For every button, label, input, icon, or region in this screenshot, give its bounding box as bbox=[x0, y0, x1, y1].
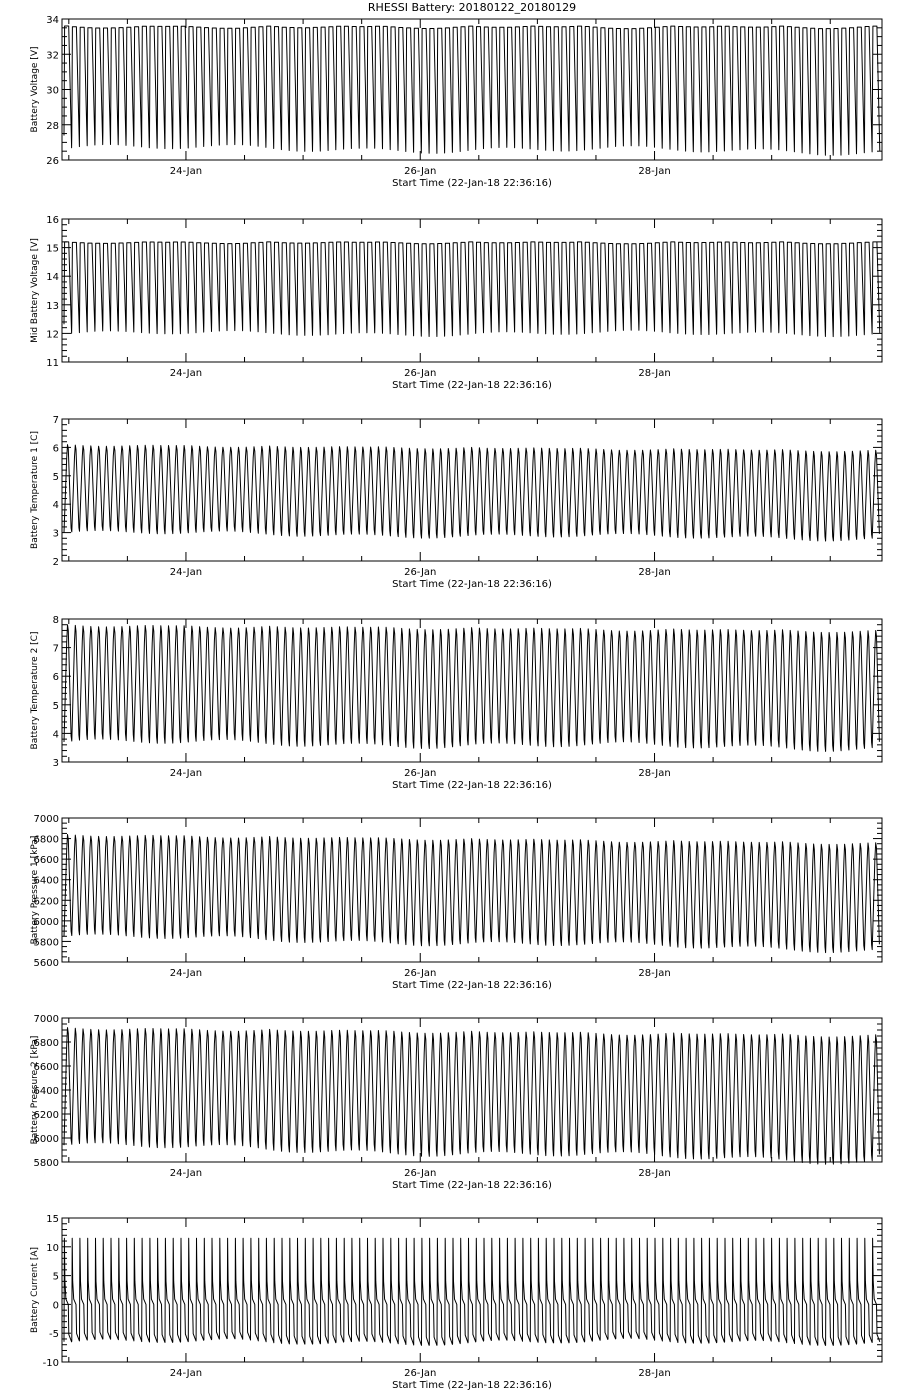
series-line bbox=[64, 1238, 880, 1345]
y-tick-label: 7 bbox=[52, 415, 59, 426]
y-axis-label: Battery Pressure 1 [kPa] bbox=[30, 835, 40, 945]
y-axis-label: Mid Battery Voltage [V] bbox=[30, 238, 40, 343]
y-tick-label: 3 bbox=[52, 758, 59, 769]
y-tick-label: 13 bbox=[46, 300, 59, 312]
y-tick-label: 10 bbox=[46, 1242, 59, 1254]
y-tick-label: 0 bbox=[52, 1300, 59, 1312]
y-tick-label: 6200 bbox=[33, 1110, 59, 1121]
y-axis-label: Battery Pressure 2 [kPa] bbox=[30, 1035, 40, 1145]
y-tick-label: 8 bbox=[52, 615, 59, 626]
y-tick-label: 28 bbox=[46, 120, 59, 132]
x-axis-label: Start Time (22-Jan-18 22:36:16) bbox=[392, 380, 552, 391]
x-tick-label: 24-Jan bbox=[169, 166, 203, 177]
y-tick-label: 11 bbox=[46, 358, 59, 369]
series-line bbox=[64, 26, 880, 155]
x-tick-label: 28-Jan bbox=[638, 368, 671, 379]
y-tick-label: 6800 bbox=[33, 1038, 59, 1049]
series-line bbox=[64, 835, 879, 953]
x-tick-label: 28-Jan bbox=[638, 166, 671, 177]
x-tick-label: 26-Jan bbox=[404, 1168, 437, 1179]
y-tick-label: 7 bbox=[52, 643, 59, 655]
series-line bbox=[64, 1028, 879, 1165]
y-tick-label: 7000 bbox=[33, 1014, 59, 1025]
y-tick-label: 12 bbox=[46, 329, 59, 341]
x-tick-label: 24-Jan bbox=[169, 968, 203, 979]
panel-7 bbox=[30, 1214, 882, 1391]
y-tick-label: 4 bbox=[52, 500, 59, 512]
plot-frame bbox=[62, 219, 882, 362]
panel-6 bbox=[30, 1014, 882, 1191]
y-tick-label: 32 bbox=[46, 50, 59, 62]
y-tick-label: 15 bbox=[46, 1214, 59, 1225]
x-axis-label: Start Time (22-Jan-18 22:36:16) bbox=[392, 780, 552, 791]
y-tick-label: 14 bbox=[46, 272, 59, 284]
y-tick-label: 6600 bbox=[33, 855, 59, 867]
x-tick-label: 26-Jan bbox=[404, 368, 437, 379]
y-axis-label: Battery Temperature 1 [C] bbox=[30, 431, 40, 549]
y-tick-label: 2 bbox=[52, 557, 59, 568]
y-tick-label: 5800 bbox=[33, 1158, 59, 1169]
x-tick-label: 26-Jan bbox=[404, 768, 437, 779]
x-axis-label: Start Time (22-Jan-18 22:36:16) bbox=[392, 1180, 552, 1191]
series-line bbox=[64, 445, 879, 541]
x-tick-label: 24-Jan bbox=[169, 1168, 203, 1179]
y-tick-label: -10 bbox=[42, 1358, 59, 1369]
y-tick-label: 3 bbox=[52, 528, 59, 540]
panel-5 bbox=[30, 814, 882, 991]
y-tick-label: 6400 bbox=[33, 875, 59, 887]
series-line bbox=[64, 242, 880, 337]
y-tick-label: 4 bbox=[52, 729, 59, 741]
x-tick-label: 28-Jan bbox=[638, 768, 671, 779]
series-line bbox=[64, 625, 879, 752]
y-tick-label: 5600 bbox=[33, 958, 59, 969]
y-tick-label: 34 bbox=[46, 15, 59, 26]
y-tick-label: 5 bbox=[52, 700, 59, 712]
y-tick-label: 16 bbox=[46, 215, 59, 226]
y-tick-label: 5 bbox=[52, 1271, 59, 1283]
y-tick-label: 5 bbox=[52, 471, 59, 483]
y-tick-label: 6200 bbox=[33, 896, 59, 908]
x-tick-label: 28-Jan bbox=[638, 567, 671, 578]
y-axis-label: Battery Voltage [V] bbox=[30, 46, 40, 133]
plot-frame bbox=[62, 419, 882, 561]
y-tick-label: 6000 bbox=[33, 916, 59, 928]
y-tick-label: 6600 bbox=[33, 1062, 59, 1073]
x-tick-label: 28-Jan bbox=[638, 968, 671, 979]
x-tick-label: 24-Jan bbox=[169, 1368, 203, 1379]
y-tick-label: 30 bbox=[46, 85, 59, 97]
y-tick-label: 6 bbox=[52, 672, 59, 684]
x-axis-label: Start Time (22-Jan-18 22:36:16) bbox=[392, 178, 552, 189]
panel-2 bbox=[30, 215, 882, 391]
x-tick-label: 28-Jan bbox=[638, 1168, 671, 1179]
y-tick-label: 6400 bbox=[33, 1086, 59, 1097]
plot-frame bbox=[62, 19, 882, 160]
x-tick-label: 26-Jan bbox=[404, 1368, 437, 1379]
y-tick-label: -5 bbox=[49, 1329, 59, 1341]
panel-4 bbox=[30, 615, 882, 791]
y-tick-label: 6 bbox=[52, 443, 59, 455]
panel-3 bbox=[30, 415, 882, 590]
panel-1 bbox=[30, 15, 882, 189]
y-tick-label: 5800 bbox=[33, 937, 59, 949]
x-axis-label: Start Time (22-Jan-18 22:36:16) bbox=[392, 579, 552, 590]
plot-frame bbox=[62, 1218, 882, 1362]
x-tick-label: 26-Jan bbox=[404, 166, 437, 177]
y-tick-label: 26 bbox=[46, 156, 59, 167]
y-axis-label: Battery Temperature 2 [C] bbox=[30, 631, 40, 750]
x-tick-label: 24-Jan bbox=[169, 567, 203, 578]
x-tick-label: 26-Jan bbox=[404, 567, 437, 578]
y-axis-label: Battery Current [A] bbox=[30, 1246, 40, 1334]
y-tick-label: 6000 bbox=[33, 1134, 59, 1145]
y-tick-label: 15 bbox=[46, 243, 59, 255]
x-tick-label: 26-Jan bbox=[404, 968, 437, 979]
x-axis-label: Start Time (22-Jan-18 22:36:16) bbox=[392, 1380, 552, 1391]
chart-title: RHESSI Battery: 20180122_20180129 bbox=[367, 1, 577, 14]
x-tick-label: 24-Jan bbox=[169, 368, 203, 379]
x-axis-label: Start Time (22-Jan-18 22:36:16) bbox=[392, 980, 552, 991]
y-tick-label: 7000 bbox=[33, 814, 59, 825]
x-tick-label: 24-Jan bbox=[169, 768, 203, 779]
y-tick-label: 6800 bbox=[33, 834, 59, 846]
x-tick-label: 28-Jan bbox=[638, 1368, 671, 1379]
